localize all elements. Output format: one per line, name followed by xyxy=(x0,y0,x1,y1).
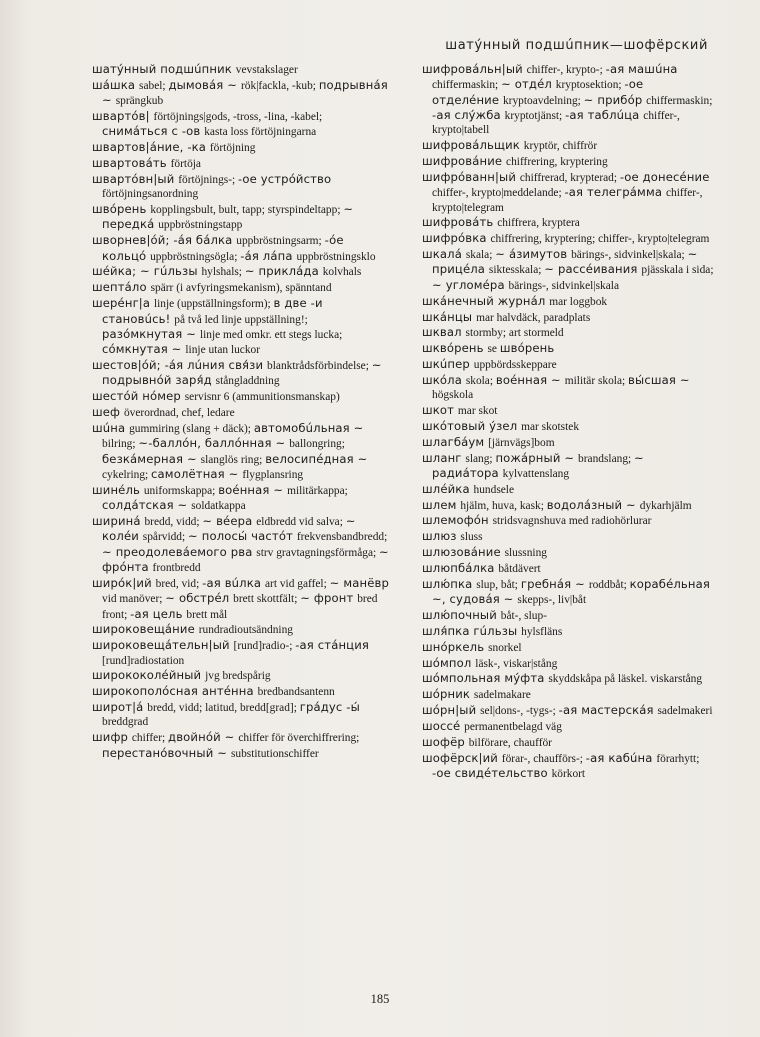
dictionary-entry xyxy=(92,668,390,683)
translation-text: chiffer-, krypto-; xyxy=(526,64,606,76)
translation-text: sadelmakare xyxy=(473,689,531,702)
translation-text: se xyxy=(487,343,500,356)
headword-text: дымовáя ~ xyxy=(168,77,241,92)
translation-text: sprängkub xyxy=(115,95,164,108)
translation-text: mar halvdäck, paradplats xyxy=(476,311,591,324)
headword-text: ~ прибóр xyxy=(583,92,647,107)
page-number: 185 xyxy=(370,992,390,1006)
translation-text: uppbröstningsarm; xyxy=(236,235,325,248)
translation-text: chiffer-, krypto|telegram xyxy=(432,187,703,214)
headword-text: велосипéдная ~ xyxy=(265,451,368,466)
headword-text: ~ полосы́ частóт xyxy=(188,529,297,544)
dictionary-entry xyxy=(422,640,714,655)
headword-text: шворнев|óй; -áя бáлка xyxy=(92,233,237,248)
headword-text: водолáзный ~ xyxy=(546,497,640,512)
dictionary-entry xyxy=(422,577,714,608)
translation-text: förtöjnings|gods, -tross, -lina, -kabel; xyxy=(153,111,323,124)
left-column xyxy=(92,62,390,761)
headword-text: шестóй нóмер xyxy=(92,389,185,404)
translation-text: bärings-, sidvinkel|skala xyxy=(508,279,620,292)
dictionary-entry xyxy=(92,421,390,482)
translation-text: spårvidd; xyxy=(142,531,189,544)
translation-text: kryptoavdelning; xyxy=(502,94,584,107)
translation-text: förarhytt; xyxy=(656,752,700,765)
headword-text: шлагбáум xyxy=(422,434,489,449)
translation-text: båtdävert xyxy=(498,563,541,575)
dictionary-entry xyxy=(92,358,390,389)
dictionary-entry xyxy=(92,109,390,140)
headword-text: -áя лáпа xyxy=(240,248,297,263)
translation-text: jvg bredspårig xyxy=(205,670,271,683)
headword-text: шóмпольная мýфта xyxy=(422,671,549,686)
translation-text: dykarhjälm xyxy=(639,499,692,512)
headword-text: -ое донесéние xyxy=(619,169,710,184)
translation-text: skala; xyxy=(465,249,496,262)
headword-text: шифрóвка xyxy=(422,231,491,246)
dictionary-entry xyxy=(422,529,714,544)
dictionary-entry xyxy=(92,576,390,622)
headword-text: воéнная ~ xyxy=(495,372,565,387)
translation-text: stridsvagnshuva med radiohörlurar xyxy=(492,515,652,528)
translation-text: roddbåt; xyxy=(588,578,630,591)
right-column xyxy=(422,62,714,782)
headword-text: шнóркель xyxy=(422,639,489,654)
dictionary-entry xyxy=(422,451,714,482)
headword-text: шлемофóн xyxy=(422,513,493,528)
headword-text: шифрóванн|ый xyxy=(422,169,520,184)
dictionary-entry xyxy=(422,703,714,718)
translation-text: [järnvägs]bom xyxy=(488,436,555,449)
headword-text: шлю́пка xyxy=(422,576,477,591)
translation-text: ballongring; xyxy=(289,438,345,451)
dictionary-entry xyxy=(422,373,714,403)
headword-text: -ая машúна xyxy=(605,62,678,76)
headword-text: шлюзовáние xyxy=(422,545,505,560)
headword-text: ~-баллóн, баллóнная ~ xyxy=(138,436,290,451)
headword-text: шинéль xyxy=(92,482,144,497)
dictionary-entry xyxy=(422,215,714,230)
translation-text: på två led linje uppställning!; xyxy=(174,313,308,326)
translation-text: soldatkappa xyxy=(191,500,246,513)
translation-text: förar-, chaufförs-; xyxy=(501,752,586,765)
translation-text: bredbandsantenn xyxy=(257,686,335,699)
dictionary-entry xyxy=(92,622,390,637)
dictionary-entry xyxy=(422,482,714,497)
translation-text: förtöjningsanordning xyxy=(102,188,199,201)
dictionary-entry xyxy=(422,751,714,782)
headword-text: в две -и становúсь! xyxy=(102,296,323,326)
translation-text: uppbördsskeppare xyxy=(473,359,557,372)
translation-text: högskola xyxy=(432,389,474,402)
translation-text: överordnad, chef, ledare xyxy=(123,407,235,420)
headword-text: шкáнцы xyxy=(422,309,477,324)
dictionary-entry xyxy=(422,656,714,671)
headword-text: корабéльная ~, судовáя ~ xyxy=(432,576,711,607)
dictionary-entry xyxy=(92,389,390,404)
translation-text: kryptör, chiffrör xyxy=(523,140,598,153)
dictionary-entry xyxy=(422,687,714,702)
dictionary-entry xyxy=(422,403,714,418)
translation-text: brett mål xyxy=(186,608,228,621)
dictionary-entry xyxy=(92,78,390,109)
headword-text: -ая мастерскáя xyxy=(558,703,658,718)
headword-text: -ая слýжба xyxy=(432,108,505,123)
translation-text: chiffrering, kryptering; chiffer-, krypto|telegram xyxy=(490,233,710,246)
translation-text: [rund]radiostation xyxy=(102,654,185,667)
dictionary-entry xyxy=(422,357,714,372)
translation-text: brett skottfält; xyxy=(233,593,301,606)
translation-text: spärr (i avfyringsmekanism), spänntand xyxy=(150,282,332,295)
translation-text: linje (uppställningsform); xyxy=(153,298,274,311)
translation-text: sadelmakeri xyxy=(657,705,713,718)
translation-text: vid manöver; xyxy=(102,593,166,606)
translation-text: hundsele xyxy=(473,483,515,496)
headword-text: шерéнг|а xyxy=(92,296,154,311)
translation-text: chiffer-, krypto|meddelande; xyxy=(432,187,565,200)
translation-text: rök|fackla, -kub; xyxy=(240,79,319,92)
translation-text: blanktrådsförbindelse; xyxy=(267,360,372,373)
headword-text: шкáнечный журнáл xyxy=(422,293,550,308)
translation-text: chiffrerad, krypterad; xyxy=(519,171,620,184)
headword-text: ширинá xyxy=(92,513,145,528)
translation-text: slussning xyxy=(504,547,547,560)
translation-text: linje med omkr. ett stegs lucka; xyxy=(199,328,343,341)
dictionary-entry xyxy=(422,561,714,576)
translation-text: skola; xyxy=(465,374,496,387)
translation-text: bredd, vidd; xyxy=(144,515,203,528)
headword-text: ~ фрóнта xyxy=(102,544,389,574)
translation-text: siktesskala; xyxy=(488,264,545,277)
translation-text: hjälm, huva, kask; xyxy=(460,499,547,512)
translation-text: snorkel xyxy=(488,641,522,654)
dictionary-entry xyxy=(422,419,714,434)
translation-text: [rund]radio-; xyxy=(233,640,296,653)
headword-text: шúна xyxy=(92,420,130,435)
headword-text: шлюз xyxy=(422,529,461,544)
translation-text: mar loggbok xyxy=(549,295,608,308)
headword-text: вы́сшая ~ xyxy=(628,372,690,387)
headword-text: широт|á xyxy=(92,700,148,715)
headword-text: шофёр xyxy=(422,734,469,749)
translation-text: skepps-, liv|båt xyxy=(517,594,587,607)
dictionary-entry xyxy=(92,62,390,77)
translation-text: slanglös ring; xyxy=(200,453,266,466)
translation-text: bred, vid; xyxy=(155,577,203,590)
translation-text: bredd, vidd; latitud, bredd[grad]; xyxy=(147,702,300,715)
translation-text: läsk-, viskar|stång xyxy=(475,657,558,670)
translation-text: frontbredd xyxy=(152,562,201,574)
dictionary-entry xyxy=(92,156,390,171)
translation-text: flygplansring xyxy=(242,468,304,481)
translation-text: eldbredd vid salva; xyxy=(256,515,346,528)
headword-text: шáшка xyxy=(92,77,140,92)
dictionary-entry xyxy=(422,325,714,340)
headword-text: -ое отделéние xyxy=(432,77,644,107)
translation-text: substitutionschiffer xyxy=(230,747,319,760)
headword-text: шкóла xyxy=(422,372,466,387)
headword-text: швартовáть xyxy=(92,156,171,171)
dictionary-entry xyxy=(92,514,390,575)
headword-text: солдáтская ~ xyxy=(102,498,192,513)
headword-text: шкалá xyxy=(422,247,466,262)
headword-text: шлем xyxy=(422,497,461,512)
headword-text: ~ приклáда xyxy=(244,264,323,279)
dictionary-entry xyxy=(422,247,714,293)
headword-text: гребнáя ~ xyxy=(520,576,589,591)
headword-text: шифровáльщик xyxy=(422,138,524,153)
headword-text: шлюпбáлка xyxy=(422,561,499,575)
translation-text: strv gravtagningsförmåga; xyxy=(256,546,380,559)
headword-text: шептáло xyxy=(92,280,151,295)
headword-text: шóрн|ый xyxy=(422,703,481,718)
translation-text: bärings-, sidvinkel|skala; xyxy=(571,249,688,262)
headword-text: шлéйка xyxy=(422,481,474,496)
headword-text: шлю́почный xyxy=(422,608,501,623)
headword-text: широкополóсная антéнна xyxy=(92,684,258,699)
dictionary-entry xyxy=(92,140,390,155)
translation-text: förtöjnings-; xyxy=(178,173,239,186)
translation-text: pjässkala i sida; xyxy=(641,264,714,277)
translation-text: uppbröstningsögla; xyxy=(150,250,241,263)
headword-text: ширококолéйный xyxy=(92,668,206,683)
translation-text: sluss xyxy=(460,531,483,544)
headword-text: ~ радиáтора xyxy=(432,450,644,480)
dictionary-entry xyxy=(422,310,714,325)
dictionary-entry xyxy=(92,730,390,761)
headword-text: ~ угломéра xyxy=(432,277,509,292)
translation-text: stormby; art stormeld xyxy=(465,327,564,340)
translation-text: kolvhals xyxy=(322,266,362,279)
translation-text: linje utan luckor xyxy=(185,344,261,357)
headword-text: ~ áзимутов xyxy=(495,247,572,262)
headword-text: самолётная ~ xyxy=(151,466,243,481)
headword-text: шóрник xyxy=(422,687,474,702)
translation-text: servisnr 6 (ammunitionsmanskap) xyxy=(184,391,340,404)
translation-text: art vid gaffel; xyxy=(264,577,330,590)
headword-text: швартов|áние, -ка xyxy=(92,140,210,155)
translation-text: uppbröstningstapp xyxy=(158,219,243,232)
dictionary-entry xyxy=(92,700,390,730)
headword-text: ~ рассéивания xyxy=(544,262,642,277)
dictionary-entry xyxy=(92,264,390,279)
dictionary-entry xyxy=(422,608,714,623)
headword-text: воéнная ~ xyxy=(218,482,288,497)
translation-text: chiffermaskin; xyxy=(432,79,502,92)
headword-text: двойнóй ~ xyxy=(168,730,239,745)
headword-text: шкот xyxy=(422,403,458,418)
headword-text: снимáться с -ов xyxy=(102,124,205,139)
headword-text: -ое устрóйство xyxy=(238,171,332,186)
dictionary-entry xyxy=(422,294,714,309)
translation-text: chiffrera, kryptera xyxy=(497,217,580,230)
headword-text: грáдус -ы́ xyxy=(299,700,360,715)
headword-text: широковещáтельн|ый xyxy=(92,638,234,653)
headword-text: ~ фронт xyxy=(300,591,358,606)
headword-text: шéйка; ~ гúльзы xyxy=(92,264,202,279)
translation-text: sabel; xyxy=(139,79,169,92)
headword-text: шофёрск|ий xyxy=(422,750,502,765)
headword-text: шестов|óй; -áя лúния свя́зи xyxy=(92,358,268,373)
translation-text: kryptotjänst; xyxy=(504,110,566,123)
translation-text: förtöjning xyxy=(209,142,256,155)
headword-text: шоссé xyxy=(422,718,465,733)
translation-text: rundradioutsändning xyxy=(198,624,293,637)
translation-text: kryptosektion; xyxy=(555,79,625,92)
headword-text: -ая стáнция xyxy=(295,638,370,653)
translation-text: militär skola; xyxy=(564,374,629,387)
dictionary-entry xyxy=(92,172,390,202)
translation-text: körkort xyxy=(551,767,586,780)
translation-text: militärkappa; xyxy=(287,484,348,497)
dictionary-entry xyxy=(422,341,714,356)
translation-text: chiffrering, kryptering xyxy=(506,156,608,169)
translation-text: frekvensbandbredd; xyxy=(296,531,388,544)
translation-text: bred front; xyxy=(102,593,378,621)
dictionary-entry xyxy=(422,545,714,560)
dictionary-entry xyxy=(92,684,390,699)
headword-text: -ое свидéтельство xyxy=(432,765,552,780)
translation-text: breddgrad xyxy=(102,716,149,729)
dictionary-entry xyxy=(92,233,390,264)
headword-text: шеф xyxy=(92,405,124,420)
translation-text: kopplingsbult, bult, tapp; styrspindeltapp; xyxy=(150,204,344,217)
headword-text: шифровáльн|ый xyxy=(422,62,527,76)
headword-text: -ая вúлка xyxy=(202,575,265,590)
headword-text: сóмкнутая ~ xyxy=(102,342,186,357)
headword-text: шля́пка гúльзы xyxy=(422,623,522,638)
dictionary-entry xyxy=(92,202,390,233)
translation-text: slang; xyxy=(465,452,496,465)
dictionary-entry xyxy=(422,671,714,686)
headword-text: ширóк|ий xyxy=(92,575,156,590)
headword-text: ~ вéера xyxy=(202,513,257,528)
headword-text: швартóвн|ый xyxy=(92,171,179,186)
dictionary-entry xyxy=(422,138,714,153)
headword-text: ~ преодолевáемого рва xyxy=(102,544,257,559)
translation-text: stångladdning xyxy=(215,375,280,388)
dictionary-entry xyxy=(92,280,390,295)
headword-text: шкúпер xyxy=(422,357,474,372)
dictionary-entry xyxy=(422,435,714,450)
translation-text: båt-, slup- xyxy=(500,610,547,623)
headword-text: шквал xyxy=(422,325,466,340)
headword-text: швóрень xyxy=(499,341,555,356)
translation-text: uniformskappa; xyxy=(143,484,219,497)
translation-text: chiffer; xyxy=(131,732,169,745)
translation-text: slup, båt; xyxy=(476,578,521,591)
headword-text: ~ подрывнóй заря́д xyxy=(102,358,382,388)
translation-text: kylvattenslang xyxy=(502,467,570,480)
translation-text: cykelring; xyxy=(102,468,152,481)
running-head: шатýнный подшúпник—шофëрский xyxy=(445,38,708,53)
dictionary-entry xyxy=(422,231,714,246)
headword-text: шóмпол xyxy=(422,655,476,670)
headword-text: подрывнáя ~ xyxy=(102,77,388,108)
headword-text: ~ передкá xyxy=(102,202,354,232)
dictionary-entry xyxy=(422,624,714,639)
translation-text: mar skot xyxy=(457,405,498,418)
headword-text: -ая таблúца xyxy=(565,108,644,123)
dictionary-entry xyxy=(422,719,714,734)
dictionary-entry xyxy=(92,483,390,514)
dictionary-entry xyxy=(422,154,714,169)
translation-text: bilring; xyxy=(102,438,139,451)
headword-text: безкáмерная ~ xyxy=(102,451,201,466)
headword-text: шквóрень xyxy=(422,341,488,356)
translation-text: brandslang; xyxy=(578,452,635,465)
translation-text: chiffermaskin; xyxy=(646,94,713,107)
translation-text: chiffer för överchiffrering; xyxy=(238,732,360,745)
headword-text: -ая цель xyxy=(130,606,187,621)
headword-text: шифровáние xyxy=(422,154,507,169)
headword-text: шатýнный подшúпник xyxy=(92,62,236,76)
translation-text: hylshals; xyxy=(201,266,245,279)
translation-text: skyddskåpa på läskel. viskarstång xyxy=(548,673,703,686)
headword-text: шкóтовый ýзел xyxy=(422,418,522,433)
headword-text: швартóв| xyxy=(92,109,154,124)
headword-text: -óе кольцó xyxy=(102,233,344,263)
headword-text: ~ манёвр xyxy=(329,575,389,590)
headword-text: шифровáть xyxy=(422,215,498,230)
dictionary-entry xyxy=(422,513,714,528)
dictionary-entry xyxy=(422,170,714,215)
dictionary-entry xyxy=(92,405,390,420)
translation-text: uppbröstningsklo xyxy=(296,250,376,263)
dictionary-entry xyxy=(422,735,714,750)
headword-text: ~ отдéл xyxy=(501,77,556,92)
translation-text: hylsfläns xyxy=(521,625,563,638)
translation-text: gummiring (slang + däck); xyxy=(129,422,254,435)
headword-text: широковещáние xyxy=(92,622,199,637)
headword-text: ~ прицéла xyxy=(432,247,698,277)
translation-text: mar skotstek xyxy=(521,420,580,433)
translation-text: chiffer-, krypto|tabell xyxy=(432,110,680,137)
dictionary-entry xyxy=(422,498,714,513)
headword-text: шифр xyxy=(92,730,132,745)
dictionary-entry xyxy=(92,296,390,357)
translation-text: kasta loss förtöjningarna xyxy=(204,126,317,139)
translation-text: permanentbelagd väg xyxy=(464,720,562,733)
headword-text: швóрень xyxy=(92,202,151,217)
headword-text: -ая телегрáмма xyxy=(564,185,666,200)
headword-text: перестанóвочный ~ xyxy=(102,745,231,760)
translation-text: sel|dons-, -tygs-; xyxy=(480,705,559,718)
translation-text: vevstakslager xyxy=(235,64,298,76)
dictionary-entry xyxy=(92,638,390,668)
translation-text: förtöja xyxy=(170,158,201,171)
translation-text: bilförare, chaufför xyxy=(468,736,552,749)
dictionary-entry xyxy=(422,62,714,138)
headword-text: пожáрный ~ xyxy=(495,450,579,465)
headword-text: разóмкнутая ~ xyxy=(102,326,200,341)
headword-text: ~ колéи xyxy=(102,513,356,544)
headword-text: -ая кабúна xyxy=(585,750,657,765)
headword-text: автомобúльная ~ xyxy=(253,420,364,435)
headword-text: шланг xyxy=(422,450,466,465)
headword-text: ~ обстрéл xyxy=(165,591,234,606)
